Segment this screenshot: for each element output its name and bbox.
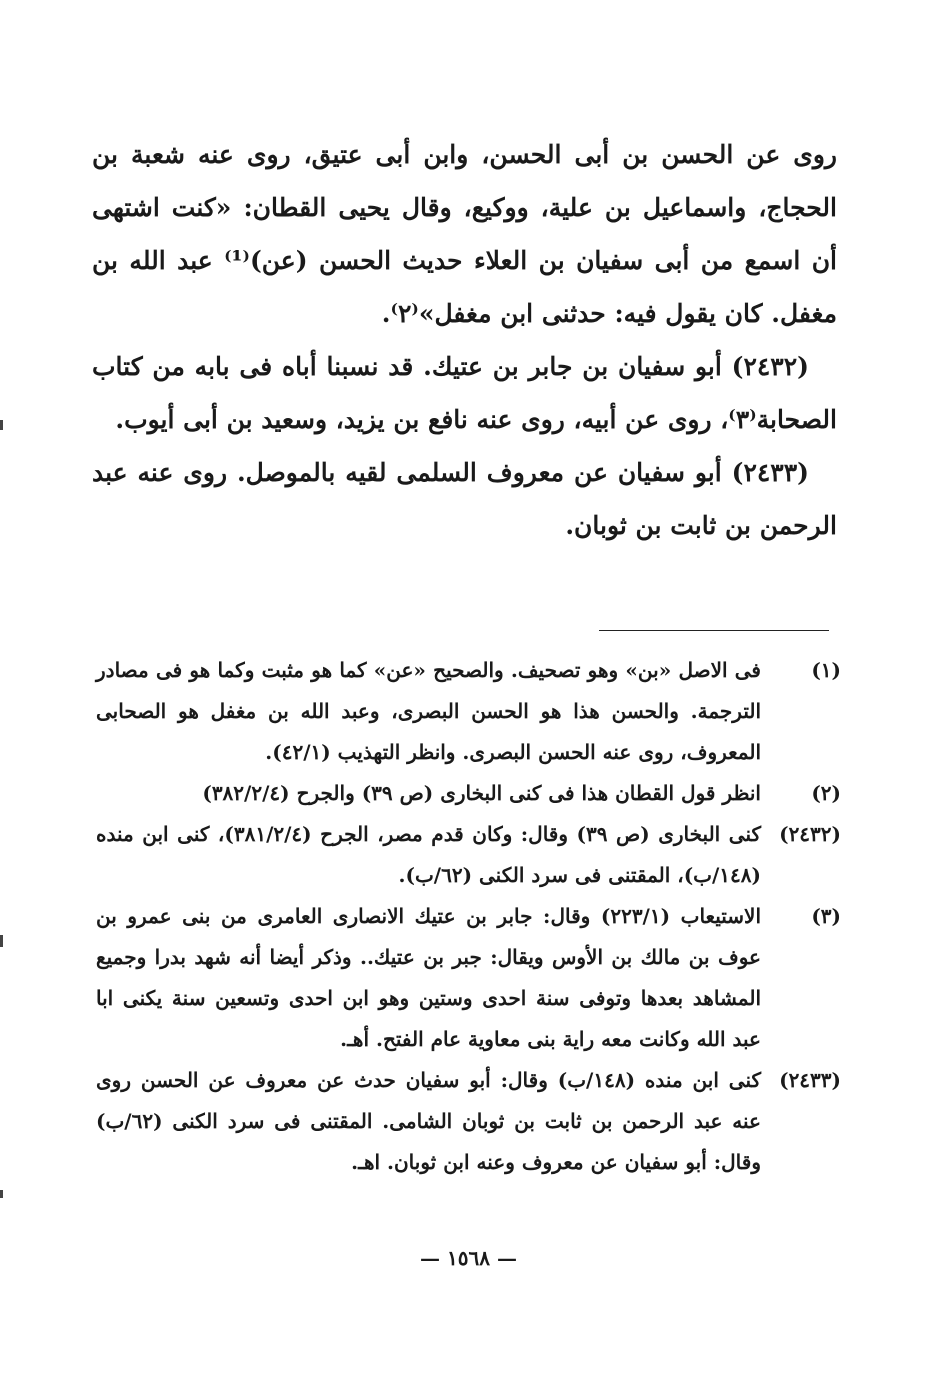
biography-entry-2432: (٢٤٣٢) أبو سفيان بن جابر بن عتيك. قد نسبنا أباه فى بابه من كتاب الصحابة⁽٣⁾، روى عن أبيه، روى عنه نافع بن يزيد، وسعيد بن أبى أيوب. — [92, 352, 837, 434]
footnote-number: (٢٤٣٢) — [779, 822, 841, 846]
scan-edge-mark — [0, 420, 3, 430]
footnote-number: (٢٤٣٣) — [779, 1068, 841, 1092]
footnote-3 — [96, 896, 841, 1060]
main-text — [92, 128, 837, 552]
scan-edge-mark — [0, 935, 3, 947]
footnote-text: كنى ابن منده (١٤٨/ب) وقال: أبو سفيان حدث عن معروف عن الحسن روى عنه عبد الرحمن بن ثابت بن ثوبان الشامى. المقتنى فى سرد الكنى (٦٢/ب) وقال: أبو سفيان عن معروف وعنه ابن ثوبان. اهـ. — [96, 1068, 761, 1174]
footnote-text: انظر قول القطان هذا فى كنى البخارى (ص ٣٩) والجرح (٣٨٢/٢/٤) — [202, 781, 761, 805]
footnote-separator — [599, 630, 829, 631]
footnote-1 — [96, 650, 841, 773]
main-paragraph: روى عن الحسن بن أبى الحسن، وابن أبى عتيق، روى عنه شعبة بن الحجاج، واسماعيل بن علية، ووكيع، وقال يحيى القطان: «كنت اشتهى أن اسمع من أبى سفيان بن العلاء حديث الحسن (عن)⁽¹⁾ عبد الله بن مغفل. كان يقول فيه: حدثنى ابن مغفل»⁽٢⁾. — [92, 140, 837, 328]
footnote-text: كنى البخارى (ص ٣٩) وقال: وكان قدم مصر، الجرح (٣٨١/٢/٤)، كنى ابن منده (١٤٨/ب)، المقتنى فى سرد الكنى (٦٢/ب). — [96, 822, 762, 887]
footnote-text: الاستيعاب (٢٢٣/١) وقال: جابر بن عتيك الانصارى العامرى من بنى عمرو بن عوف بن مالك بن الأوس ويقال: جبر بن عتيك.. وذكر أيضا أنه شهد بدرا وجميع المشاهد بعدها وتوفى سنة احدى وستين وهو ابن احدى وتسعين سنة يكنى ابا عبد الله وكانت معه راية بنى معاوية عام الفتح. أهـ. — [96, 904, 761, 1051]
footnotes — [96, 650, 841, 1183]
footnote-2432 — [96, 814, 841, 896]
biography-entry-2433: (٢٤٣٣) أبو سفيان عن معروف السلمى لقيه بالموصل. روى عنه عبد الرحمن بن ثابت بن ثوبان. — [92, 458, 837, 540]
footnote-text: فى الاصل «بن» وهو تصحيف. والصحيح «عن» كما هو مثبت وكما هو فى مصادر الترجمة. والحسن هذا هو الحسن البصرى، وعبد الله بن مغفل هو الصحابى المعروف، روى عنه الحسن البصرى. وانظر التهذيب (٤٢/١). — [96, 658, 761, 764]
footnote-2 — [96, 773, 841, 814]
footnote-2433 — [96, 1060, 841, 1183]
footnote-number: (٣) — [811, 904, 841, 928]
footnote-number: (١) — [811, 658, 841, 682]
scan-edge-mark — [0, 1190, 3, 1198]
page-number: — ١٥٦٨ — — [420, 1246, 517, 1270]
footnote-number: (٢) — [811, 781, 841, 805]
